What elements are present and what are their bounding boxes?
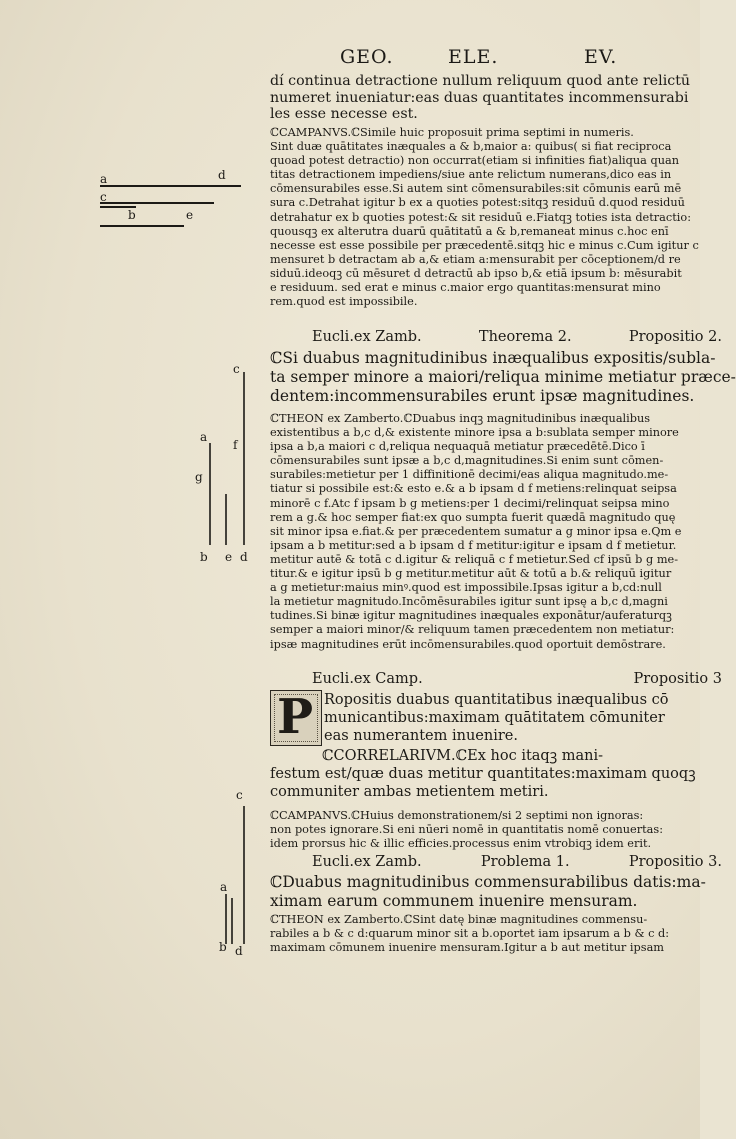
figure-1-label: c xyxy=(100,190,107,204)
text-line: rem.quod est impossibile. xyxy=(270,295,418,309)
text-line: eas numerantem inuenire. xyxy=(324,728,518,744)
text-line: dí continua detractione nullum reliquum quod ante relictū xyxy=(270,73,691,89)
figure-2-label: f xyxy=(233,438,238,452)
text-line: communiter ambas metientem metiri. xyxy=(270,784,549,800)
text-line: quoad potest detractio) non occurrat(etiam si infinities fiat)aliqua quan xyxy=(270,154,680,168)
text-line: ℂSi duabus magnitudinibus inæqualibus expositis/subla- xyxy=(270,349,716,367)
text-line: rabiles a b & c d:quarum minor sit a b.oportet iam ipsarum a b & c d: xyxy=(270,927,670,941)
text-line: e residuum. sed erat e minus c.maior ergo quantitas:mensurat mino xyxy=(270,281,661,295)
text-line: a g metietur:maius minꝰ.quod est impossibile.Ipsas igitur a b,cd:null xyxy=(270,581,662,595)
figure-2-label: e xyxy=(225,550,233,564)
text-line: Sint duæ quātitates inæquales a & b,maior a: quibus( si fiat reciproca xyxy=(270,140,672,154)
text-line: Ropositis duabus quantitatibus inæqualibus cō xyxy=(324,692,669,708)
text-line: numeret inueniatur:eas duas quantitates incommensurabi xyxy=(270,89,689,106)
figure-2-label: d xyxy=(240,550,248,564)
figure-2-lines xyxy=(210,372,244,545)
text-line: municantibus:maximam quātitatem cōmuniter xyxy=(324,710,665,726)
heading-theorem: Theorema 2. xyxy=(478,329,572,345)
text-line: metitur autē & totā c d.igitur & reliquā c f metietur.Sed cf ipsū b g me- xyxy=(270,552,679,566)
text-line: maximam cōmunem inuenire mensuram.Igitur a b aut metitur ipsam xyxy=(270,941,665,955)
figure-1-label: e xyxy=(186,208,194,222)
text-line: semper a maiori minor/& reliquum tamen præcedentem non metiatur: xyxy=(270,623,675,637)
text-line: les esse necesse est. xyxy=(270,106,418,123)
figure-3-label: b xyxy=(219,940,227,954)
text-line: la metietur magnitudo.Incōmēsurabiles igitur sunt ipsę a b,c d,magni xyxy=(270,595,668,609)
heading-problem: Problema 1. xyxy=(480,854,570,870)
heading-proposition: Propositio 2. xyxy=(628,329,722,345)
text-line: ℂCAMPANVS.ℂSimile huic proposuit prima septimi in numeris. xyxy=(270,126,634,139)
text-line: tiatur si possibile est:& esto e.& a b ipsam d f metiens:relinquat seipsa xyxy=(270,482,677,496)
text-line: ℂCAMPANVS.ℂHuius demonstrationem/si 2 septimi non ignoras: xyxy=(270,809,644,822)
text-line: existentibus a b,c d,& existente minore ipsa a b:sublata semper minore xyxy=(270,426,679,440)
text-line: ℂDuabus magnitudinibus commensurabilibus datis:ma- xyxy=(270,873,706,891)
text-line: ximam earum communem inuenire mensuram. xyxy=(270,892,638,910)
text-line: cōmensurabiles esse.Si autem sint cōmensurabiles:sit cōmunis earū mē xyxy=(270,182,682,196)
text-line: quousqꝫ ex alterutra duarū quātitatū a & b,remaneat minus c.hoc enī xyxy=(270,224,669,238)
text-line: ℂTHEON ex Zamberto.ℂDuabus inqꝫ magnitudinibus inæqualibus xyxy=(270,412,651,425)
figure-3-lines xyxy=(226,806,244,944)
text-line: titur.& e igitur ipsū b g metitur.metitur aūt & totū a b.& reliquū igitur xyxy=(270,567,672,581)
heading-proposition: Propositio 3. xyxy=(628,854,722,870)
text-line: ℂCORRELARIVM.ℂEx hoc itaqꝫ mani- xyxy=(322,748,604,764)
text-line: non potes ignorare.Si eni nūeri nomē in quantitatis nomē conuertas: xyxy=(270,823,664,837)
text-line: cōmensurabiles sunt ipsæ a b,c d,magnitudines.Si enim sunt cōmen- xyxy=(270,454,664,468)
text-line: minorē c f.Atc f ipsam b g metiens:per 1 decimi/relinquat seipsa mino xyxy=(270,496,670,510)
text-line: mensuret b detractam ab a,& etiam a:mensurabit per cōceptionem/d re xyxy=(270,252,681,266)
figure-3-label: d xyxy=(235,944,243,958)
figure-2-label: b xyxy=(200,550,208,564)
text-line: dentem:incommensurabiles erunt ipsæ magnitudines. xyxy=(270,387,695,405)
text-line: sura c.Detrahat igitur b ex a quoties potest:sitqꝫ residuū d.quod residuū xyxy=(270,196,685,210)
heading-source: Eucli.ex Zamb. xyxy=(312,854,422,870)
figure-1-lines xyxy=(100,186,241,226)
text-line: siduū.ideoqꝫ cū mēsuret d detractū ab ipso b,& etiā ipsum b: mēsurabit xyxy=(270,266,682,280)
heading-proposition: Propositio 3 xyxy=(633,671,722,687)
text-line: ipsam a b metitur:sed a b ipsam d f metitur:igitur e ipsam d f metietur. xyxy=(270,538,677,552)
header-geo: GEO. xyxy=(340,46,394,68)
text-line: surabiles:metietur per 1 diffinitionē decimi/eas aliqua magnitudo.me- xyxy=(270,468,669,482)
text-line: ta semper minore a maiori/reliqua minime metiatur præce- xyxy=(270,368,736,386)
text-line: festum est/quæ duas metitur quantitates:maximam quoqꝫ xyxy=(270,766,696,782)
figure-2-label: c xyxy=(233,362,240,376)
text-line: ipsæ magnitudines erūt incōmensurabiles.quod oportuit demōstrare. xyxy=(270,637,666,651)
text-line: rem a g.& hoc semper fiat:ex quo sumpta fuerit quædā magnitudo quę xyxy=(270,510,676,524)
figure-3-label: c xyxy=(236,788,243,802)
heading-source: Eucli.ex Camp. xyxy=(312,671,423,687)
text-line: tudines.Si binæ igitur magnitudines inæquales exponātur/auferaturqꝫ xyxy=(270,609,672,623)
header-ev: EV. xyxy=(584,46,618,68)
figure-1-label: b xyxy=(128,208,136,222)
figure-2-label: g xyxy=(195,470,203,484)
heading-source: Eucli.ex Zamb. xyxy=(312,329,422,345)
figure-1-label: d xyxy=(218,168,226,182)
text-line: ℂTHEON ex Zamberto.ℂSint datę binæ magnitudines commensu- xyxy=(270,913,648,926)
text-line: detrahatur ex b quoties potest:& sit residuū e.Fiatqꝫ toties ista detractio: xyxy=(270,210,691,224)
text-line: necesse est esse possibile per præcedentē.sitqꝫ hic e minus c.Cum igitur c xyxy=(270,238,699,252)
text-line: idem prorsus hic & illic efficies.processus enim vtrobiqꝫ idem erit. xyxy=(270,837,652,851)
header-ele: ELE. xyxy=(448,46,499,68)
figure-3-label: a xyxy=(220,880,228,894)
initial-letter: P xyxy=(277,689,314,745)
text-line: sit minor ipsa e.fiat.& per præcedentem sumatur a g minor ipsa e.Qm e xyxy=(270,524,682,538)
figure-1-label: a xyxy=(100,172,108,186)
text-line: ipsa a b,a maiori c d,reliqua nequaquā metiatur præcedētē.Dico ī xyxy=(270,440,645,454)
text-line: titas detractionem impediens/siue ante relictum numerans,dico eas in xyxy=(270,168,672,182)
figure-2-label: a xyxy=(200,430,208,444)
